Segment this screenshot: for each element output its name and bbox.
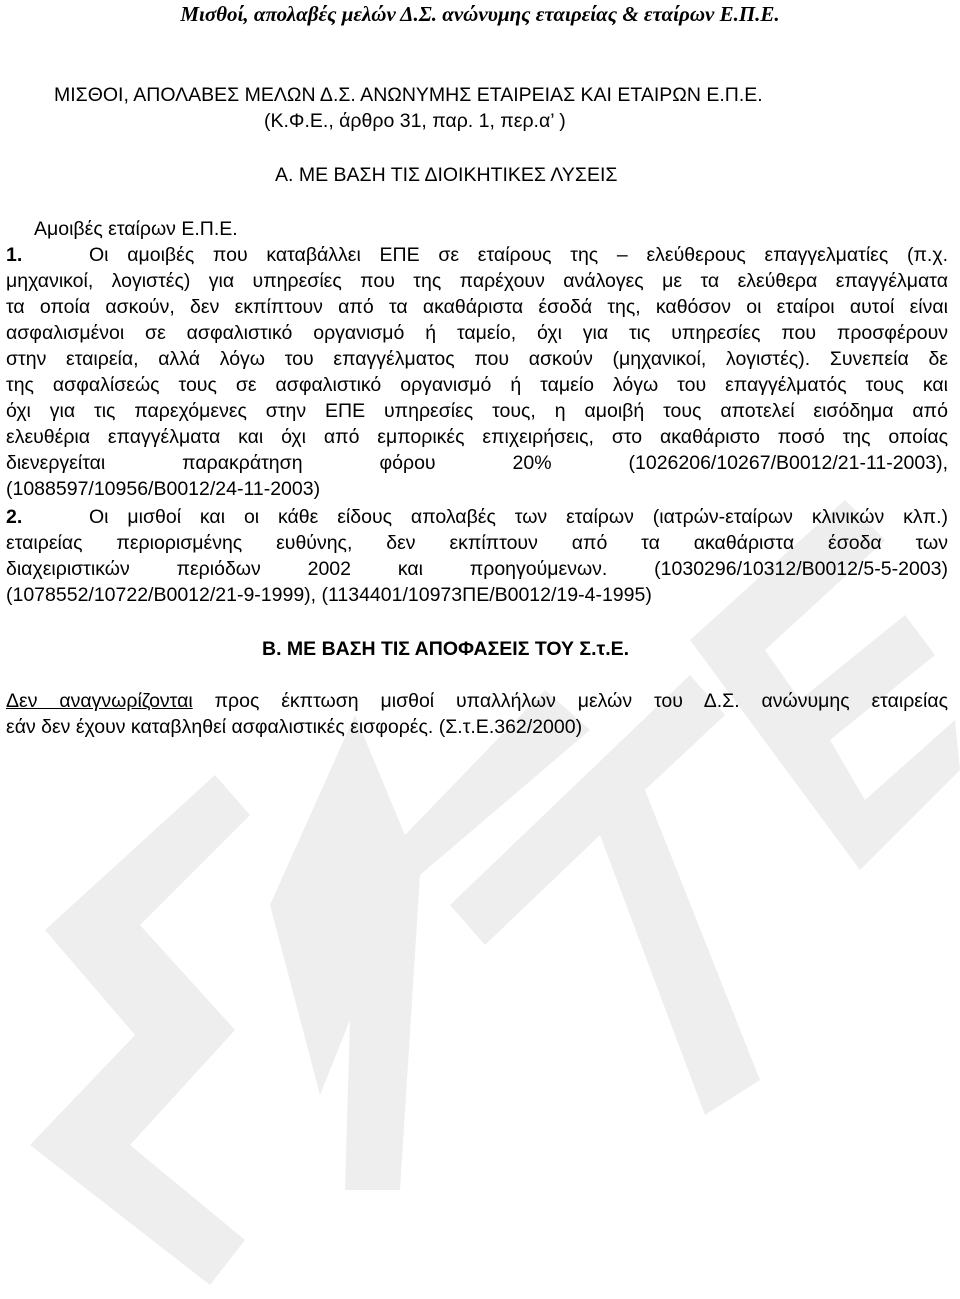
item-2-line: εταιρείας περιορισμένης ευθύνης, δεν εκπίπτουν από τα ακαθάριστα έσοδα των <box>6 532 948 554</box>
section-a-subheading: Αμοιβές εταίρων Ε.Π.Ε. <box>34 218 238 240</box>
item-2-line: (1078552/10722/Β0012/21-9-1999), (1134401/10973ΠΕ/Β0012/19-4-1995) <box>6 584 652 606</box>
item-1-line: ελευθέρια επαγγέλματα και όχι από εμπορικές επιχειρήσεις, στο ακαθάριστο ποσό της οποίας <box>6 426 948 448</box>
item-1-line: στην εταιρεία, αλλά λόγω του επαγγέλματος που ασκούν (μηχανικοί, λογιστές). Συνεπεία δε <box>6 348 948 370</box>
item-1-line: τα οποία ασκούν, δεν εκπίπτουν από τα ακαθάριστα έσοδά της, καθόσον οι εταίροι αυτοί είναι <box>6 296 948 318</box>
section-b-line-rest: προς έκπτωση μισθοί υπαλλήλων μελών του Δ.Σ. ανώνυμης εταιρείας <box>192 690 948 712</box>
item-1-line: της ασφαλίσεώς τους σε ασφαλιστικό οργανισμό ή ταμείο λόγω του επαγγέλματός τους και <box>6 374 948 396</box>
item-1-line: όχι για τις παρεχόμενες στην ΕΠΕ υπηρεσίες τους, η αμοιβή τους αποτελεί εισόδημα από <box>6 400 948 422</box>
item-2-line: Οι μισθοί και οι κάθε είδους απολαβές των εταίρων (ιατρών-εταίρων κλινικών κλπ.) <box>89 506 948 528</box>
item-1-line: (1088597/10956/Β0012/24-11-2003) <box>6 478 321 500</box>
document-title: ΜΙΣΘΟΙ, ΑΠΟΛΑΒΕΣ ΜΕΛΩΝ Δ.Σ. ΑΝΩΝΥΜΗΣ ΕΤΑΙΡΕΙΑΣ ΚΑΙ ΕΤΑΙΡΩΝ Ε.Π.Ε. <box>54 84 763 106</box>
item-1-number: 1. <box>6 244 23 266</box>
item-2-number: 2. <box>6 506 23 528</box>
item-1-line: μηχανικοί, λογιστές) για υπηρεσίες που της παρέχουν ανάλογες με τα ελεύθερα επαγγέλματα <box>6 270 948 292</box>
section-b-paragraph-line <box>6 690 948 713</box>
section-b-paragraph-line: εάν δεν έχουν καταβληθεί ασφαλιστικές εισφορές. (Σ.τ.Ε.362/2000) <box>6 716 583 738</box>
item-2-line: διαχειριστικών περιόδων 2002 και προηγούμενων. (1030296/10312/Β0012/5-5-2003) <box>6 558 948 580</box>
document-title-reference: (Κ.Φ.Ε., άρθρο 31, παρ. 1, περ.α’ ) <box>264 110 566 132</box>
item-1-line: ασφαλισμένοι σε ασφαλιστικό οργανισμό ή ταμείο, όχι για τις υπηρεσίες που προσφέρουν <box>6 322 948 344</box>
section-a-heading: Α. ΜΕ ΒΑΣΗ ΤΙΣ ΔΙΟΙΚΗΤΙΚΕΣ ΛΥΣΕΙΣ <box>275 164 618 186</box>
section-b-heading: Β. ΜΕ ΒΑΣΗ ΤΙΣ ΑΠΟΦΑΣΕΙΣ ΤΟΥ Σ.τ.Ε. <box>262 638 630 660</box>
section-b-underlined-phrase: Δεν αναγνωρίζονται <box>6 690 193 712</box>
item-1-line: διενεργείται παρακράτηση φόρου 20% (1026206/10267/Β0012/21-11-2003), <box>6 452 948 474</box>
page-header: Μισθοί, απολαβές μελών Δ.Σ. ανώνυμης εταιρείας & εταίρων Ε.Π.Ε. <box>180 2 780 26</box>
item-1-line: Οι αμοιβές που καταβάλλει ΕΠΕ σε εταίρους της – ελεύθερους επαγγελματίες (π.χ. <box>89 244 948 266</box>
